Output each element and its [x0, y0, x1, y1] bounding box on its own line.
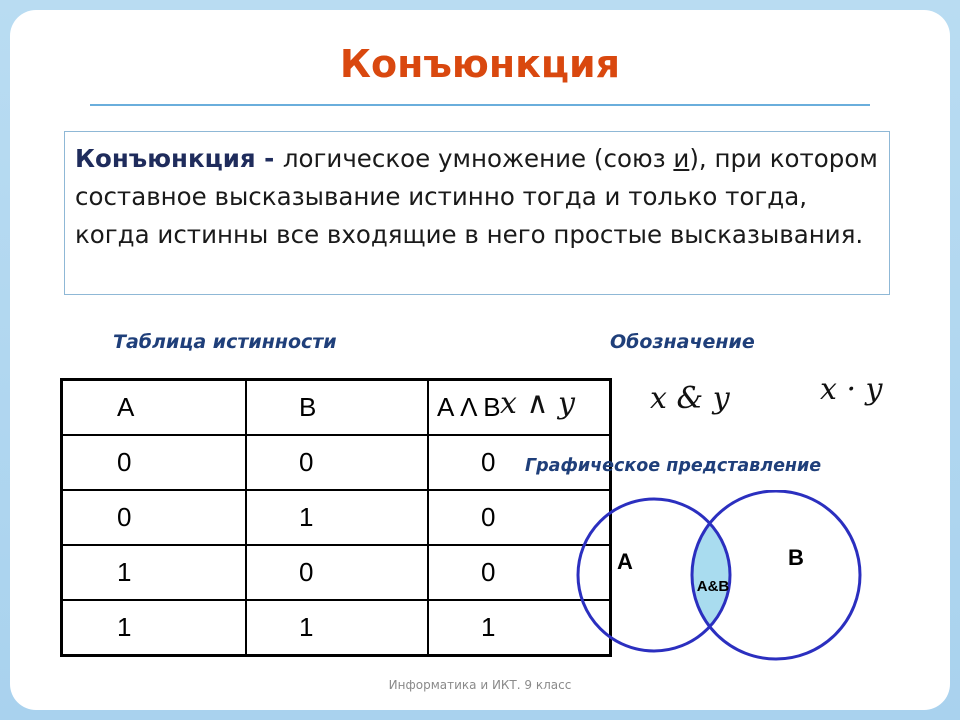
venn-diagram — [570, 490, 870, 670]
notation-dot: x · y — [820, 372, 883, 407]
header-b: B — [246, 380, 428, 436]
cell-a: 0 — [62, 490, 247, 545]
header-a: A — [62, 380, 247, 436]
slide-title: Конъюнкция — [339, 42, 621, 86]
intersection-label: A&B — [696, 578, 730, 595]
definition-dash: - — [255, 144, 283, 173]
set-b-label: B — [788, 545, 804, 570]
definition-term: Конъюнкция — [75, 144, 256, 173]
graphic-caption: Графическое представление — [525, 456, 822, 476]
title-divider — [90, 104, 870, 106]
cell-result: 0 — [428, 545, 611, 600]
definition-box — [64, 131, 890, 295]
notation-wedge: x ∧ y — [500, 386, 575, 421]
cell-result: 0 — [428, 490, 611, 545]
notation-caption: Обозначение — [610, 331, 755, 353]
definition-underlined-word: и — [673, 144, 690, 173]
cell-a: 1 — [62, 545, 247, 600]
notation-ampersand: x & y — [650, 381, 730, 416]
definition-text-1: логическое умножение (союз — [282, 144, 674, 173]
table-row — [62, 545, 611, 600]
table-row — [62, 490, 611, 545]
set-a-label: A — [617, 549, 633, 574]
cell-b: 0 — [246, 545, 428, 600]
truth-table-caption: Таблица истинности — [113, 331, 337, 353]
cell-b: 1 — [246, 490, 428, 545]
definition-text-2: ), при котором составное высказывание истинно тогда и только тогда, когда истинны все входящие в него простые высказывания. — [75, 144, 878, 249]
header-a-and-b: A Λ B — [428, 380, 611, 436]
cell-a: 0 — [62, 435, 247, 490]
cell-result: 0 — [428, 435, 611, 490]
cell-b: 1 — [246, 600, 428, 656]
footer-text: Информатика и ИКТ. 9 класс — [388, 678, 572, 692]
cell-b: 0 — [246, 435, 428, 490]
cell-result: 1 — [428, 600, 611, 656]
table-row — [62, 600, 611, 656]
cell-a: 1 — [62, 600, 247, 656]
